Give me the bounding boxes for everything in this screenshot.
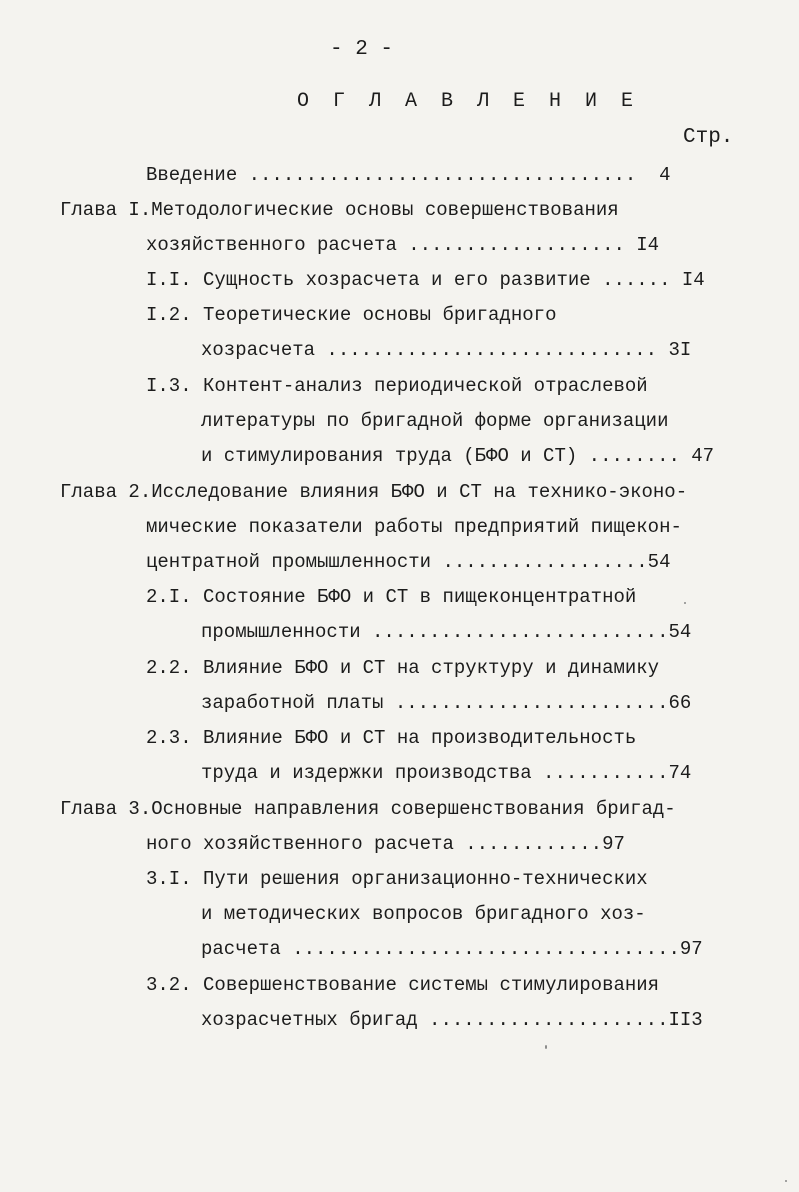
toc-chapter-heading: Глава 2.Исследование влияния БФО и СТ на технико-эконо- [60,481,688,503]
toc-entry: промышленности ..........................54 [201,621,692,643]
scan-speck [785,1180,787,1182]
toc-entry: 2.I. Состояние БФО и СТ в пищеконцентратной [146,586,637,608]
toc-entry: I.2. Теоретические основы бригадного [146,304,557,326]
toc-entry: и методических вопросов бригадного хоз- [201,903,646,925]
toc-entry: 3.2. Совершенствование системы стимулирования [146,974,660,996]
page-column-label: Стр. [683,126,734,149]
toc-entry: Введение .................................. 4 [146,164,671,186]
toc-entry: хозрасчета ............................. 3I [201,339,692,361]
scan-speck [684,602,686,604]
toc-entry: 3.I. Пути решения организационно-технических [146,868,648,890]
toc-entry: ного хозяйственного расчета ............97 [146,833,625,855]
toc-entry: расчета ..................................97 [201,938,703,960]
scan-speck [545,1045,547,1049]
toc-entry: хозяйственного расчета ................... I4 [146,234,660,256]
toc-entry: I.I. Сущность хозрасчета и его развитие ...... I4 [146,269,705,291]
toc-entry: литературы по бригадной форме организации [201,410,669,432]
toc-chapter-heading: Глава 3.Основные направления совершенствования бригад- [60,798,676,820]
toc-entry: мические показатели работы предприятий пищекон- [146,516,682,538]
toc-entry: центратной промышленности ..................54 [146,551,671,573]
toc-entry: 2.3. Влияние БФО и СТ на производительность [146,727,637,749]
toc-entry: хозрасчетных бригад .....................II3 [201,1009,703,1031]
toc-entry: труда и издержки производства ...........74 [201,762,692,784]
toc-entry: I.3. Контент-анализ периодической отраслевой [146,375,648,397]
page-title: О Г Л А В Л Е Н И Е [297,90,640,113]
toc-chapter-heading: Глава I.Методологические основы совершенствования [60,199,619,221]
toc-entry: и стимулирования труда (БФО и СТ) ........ 47 [201,445,715,467]
toc-entry: 2.2. Влияние БФО и СТ на структуру и динамику [146,657,660,679]
page-number: - 2 - [330,38,394,61]
toc-entry: заработной платы ........................66 [201,692,692,714]
